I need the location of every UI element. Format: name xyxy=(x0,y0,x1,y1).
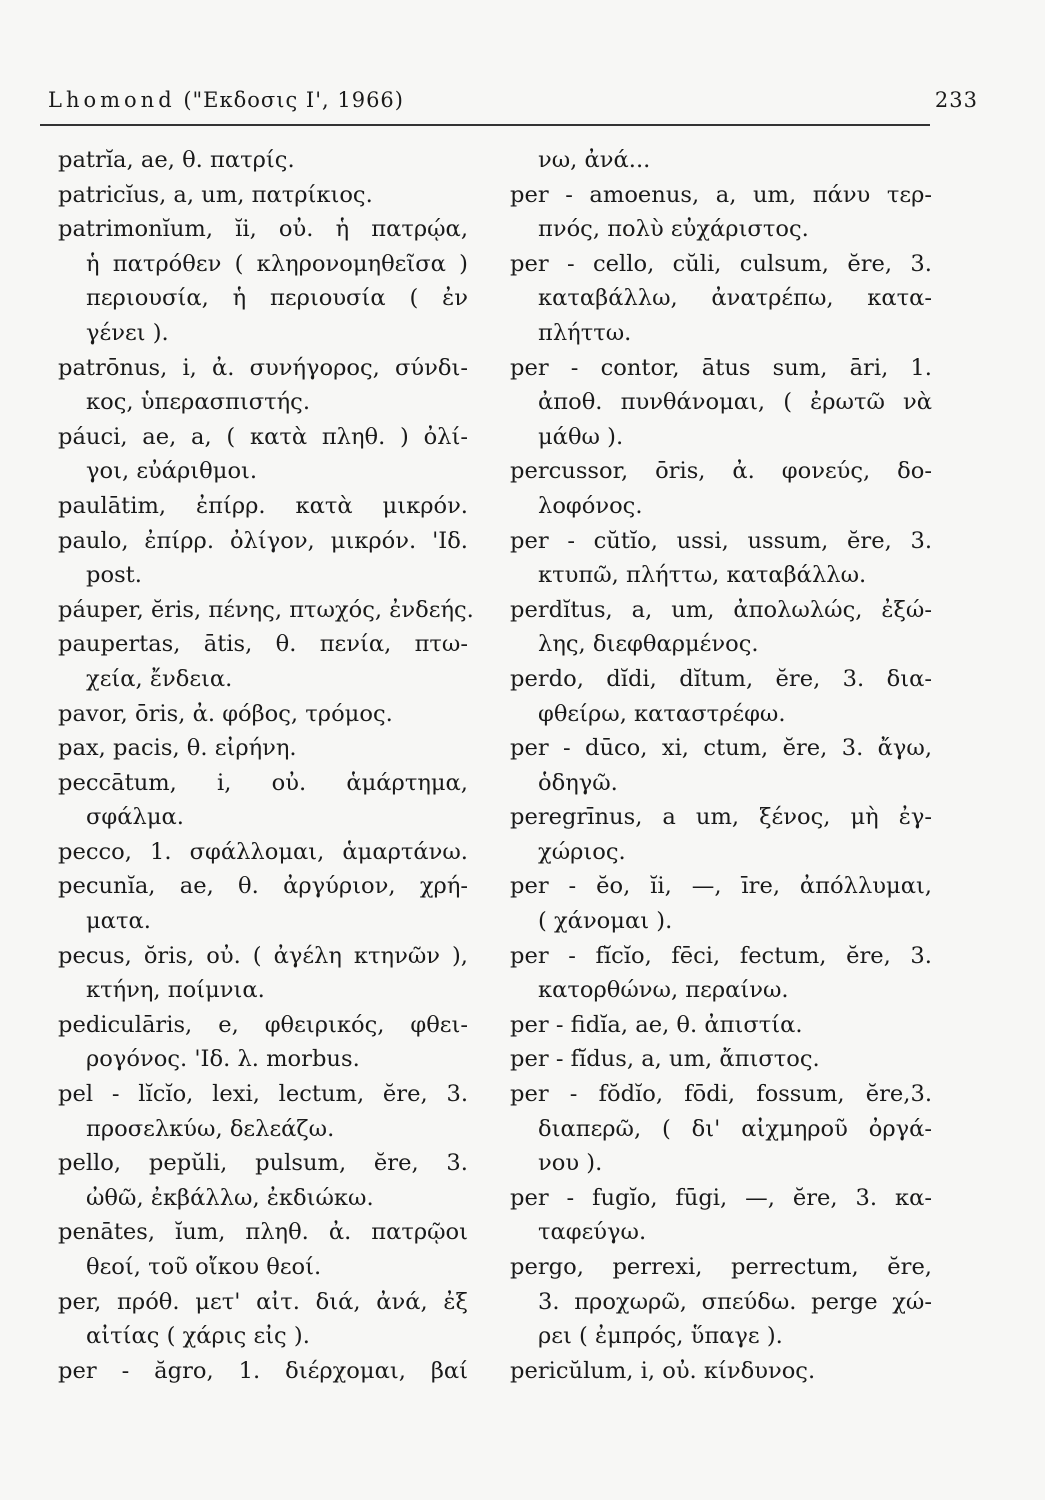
dictionary-line: γένει ). xyxy=(86,319,169,346)
dictionary-line: ρει ( ἐμπρός, ὕπαγε ). xyxy=(538,1323,783,1350)
header-title xyxy=(48,88,404,112)
left-column xyxy=(58,143,474,1388)
dictionary-line: σφάλμα. xyxy=(86,804,184,831)
dictionary-line: νου ). xyxy=(538,1150,603,1177)
dictionary-line: προσελκύω, δελεάζω. xyxy=(86,1115,335,1142)
dictionary-line: νω, ἀνά... xyxy=(538,147,651,173)
dictionary-line: θεοί, τοῦ οἴκου θεοί. xyxy=(86,1254,322,1280)
dictionary-line: ( χάνομαι ). xyxy=(538,908,673,935)
dictionary-line: pavor, ōris, ἀ. φόβος, τρόμος. xyxy=(58,700,393,727)
dictionary-line: paupertas, ātis, θ. πενία, πτω- xyxy=(58,631,468,658)
dictionary-line: per - fĭcĭo, fēci, fectum, ĕre, 3. xyxy=(510,942,932,969)
dictionary-line: 3. προχωρῶ, σπεύδω. perge χώ- xyxy=(538,1288,932,1315)
dictionary-line: pergo, perrexi, perrectum, ĕre, xyxy=(510,1254,932,1280)
dictionary-line: ἡ πατρόθεν ( κληρονομηθεῖσα ) xyxy=(86,250,468,277)
dictionary-line: πλήττω. xyxy=(538,319,632,346)
dictionary-line: paulātim, ἐπίρρ. κατὰ μικρόν. xyxy=(58,492,468,519)
dictionary-line: διαπερῶ, ( δι' αἰχμηροῦ ὀργά- xyxy=(538,1115,932,1142)
dictionary-line: pecco, 1. σφάλλομαι, ἁμαρτάνω. xyxy=(58,838,468,865)
dictionary-line: κτήνη, ποίμνια. xyxy=(86,977,265,1004)
dictionary-line: pecus, ŏris, οὐ. ( ἀγέλη κτηνῶν ), xyxy=(58,942,468,969)
dictionary-line: χώριος. xyxy=(538,838,626,865)
dictionary-line: κατορθώνω, περαίνω. xyxy=(538,977,789,1004)
dictionary-line: φθείρω, καταστρέφω. xyxy=(538,700,786,727)
dictionary-line: patrōnus, i, ἀ. συνήγορος, σύνδι- xyxy=(58,354,468,381)
dictionary-line: peccātum, i, οὐ. ἁμάρτημα, xyxy=(58,769,468,796)
dictionary-line: κτυπῶ, πλήττω, καταβάλλω. xyxy=(538,562,867,589)
dictionary-line: per - fĭdus, a, um, ἄπιστος. xyxy=(510,1046,820,1073)
dictionary-line: ρογόνος. 'Ιδ. λ. morbus. xyxy=(86,1046,360,1073)
dictionary-line: χεία, ἔνδεια. xyxy=(86,665,233,692)
dictionary-line: per, πρόθ. μετ' αἰτ. διά, ἀνά, ἐξ xyxy=(58,1288,468,1315)
right-column xyxy=(510,143,932,1388)
dictionary-line: per - cello, cŭli, culsum, ĕre, 3. xyxy=(510,250,932,277)
dictionary-line: pecunĭa, ae, θ. ἀργύριον, χρή- xyxy=(58,873,468,900)
dictionary-line: per - fidĭa, ae, θ. ἀπιστία. xyxy=(510,1011,803,1038)
dictionary-line: ὁδηγῶ. xyxy=(538,769,618,796)
dictionary-line: pericŭlum, i, οὐ. κίνδυνος. xyxy=(510,1357,816,1384)
dictionary-line: πνός, πολὺ εὐχάριστος. xyxy=(538,216,809,243)
dictionary-line: pello, pepŭli, pulsum, ĕre, 3. xyxy=(58,1150,468,1177)
dictionary-line: pediculāris, e, φθειρικός, φθει- xyxy=(58,1011,468,1038)
dictionary-line: κος, ὑπερασπιστής. xyxy=(86,389,310,416)
dictionary-line: per - ĕo, ĭi, —, īre, ἀπόλλυμαι, xyxy=(510,873,932,900)
dictionary-line: post. xyxy=(86,562,142,589)
dictionary-line: páuci, ae, a, ( κατὰ πληθ. ) ὀλί- xyxy=(58,423,468,450)
dictionary-line: per - amoenus, a, um, πάνυ τερ- xyxy=(510,181,932,208)
dictionary-line: per - fugĭo, fūgi, —, ĕre, 3. κα- xyxy=(510,1184,932,1211)
dictionary-line: per - ăgro, 1. διέρχομαι, βαί xyxy=(58,1357,468,1384)
dictionary-line: αἰτίας ( χάρις εἰς ). xyxy=(86,1323,310,1350)
dictionary-line: ματα. xyxy=(86,908,151,935)
dictionary-line: per - dūco, xi, ctum, ĕre, 3. ἄγω, xyxy=(510,735,932,762)
dictionary-line: per - fŏdĭo, fōdi, fossum, ĕre,3. xyxy=(510,1081,932,1108)
dictionary-line: λοφόνος. xyxy=(538,492,643,519)
dictionary-line: per - cŭtĭo, ussi, ussum, ĕre, 3. xyxy=(510,527,932,554)
dictionary-line: pel - lĭcĭo, lexi, lectum, ĕre, 3. xyxy=(58,1081,468,1108)
dictionary-line: ὠθῶ, ἐκβάλλω, ἐκδιώκω. xyxy=(86,1184,374,1211)
dictionary-line: pax, pacis, θ. εἰρήνη. xyxy=(58,735,297,762)
dictionary-line: ταφεύγω. xyxy=(538,1219,647,1246)
dictionary-line: per - contor, ātus sum, āri, 1. xyxy=(510,354,932,381)
dictionary-line: μάθω ). xyxy=(538,423,624,450)
dictionary-line: λης, διεφθαρμένος. xyxy=(538,631,759,658)
dictionary-line: patrĭa, ae, θ. πατρίς. xyxy=(58,147,295,173)
header-edition: ("Εκδοσις Ι', 1966) xyxy=(183,88,404,112)
dictionary-line: penātes, ĭum, πληθ. ἀ. πατρῷοι xyxy=(58,1219,468,1246)
dictionary-line: perdĭtus, a, um, ἀπολωλώς, ἐξώ- xyxy=(510,596,932,623)
dictionary-line: patricĭus, a, um, πατρίκιος. xyxy=(58,181,373,208)
dictionary-line: περιουσία, ἡ περιουσία ( ἐν xyxy=(86,285,468,312)
header-author: Lhomond xyxy=(48,88,176,112)
dictionary-line: patrimonĭum, ĭi, οὐ. ἡ πατρῴα, xyxy=(58,216,468,243)
dictionary-line: καταβάλλω, ἀνατρέπω, κατα- xyxy=(538,285,932,312)
dictionary-line: γοι, εὐάριθμοι. xyxy=(86,458,258,485)
dictionary-line: ἀποθ. πυνθάνομαι, ( ἐρωτῶ νὰ xyxy=(538,389,932,416)
dictionary-line: paulo, ἐπίρρ. ὀλίγον, μικρόν. 'Ιδ. xyxy=(58,527,468,554)
dictionary-line: percussor, ōris, ἀ. φονεύς, δο- xyxy=(510,458,932,485)
page-number: 233 xyxy=(934,88,978,112)
header-rule xyxy=(40,124,930,126)
dictionary-line: peregrīnus, a um, ξένος, μὴ ἐγ- xyxy=(510,804,932,831)
dictionary-line: páuper, ĕris, πένης, πτωχός, ἐνδεής. xyxy=(58,596,474,623)
dictionary-line: perdo, dĭdi, dĭtum, ĕre, 3. δια- xyxy=(510,665,932,692)
